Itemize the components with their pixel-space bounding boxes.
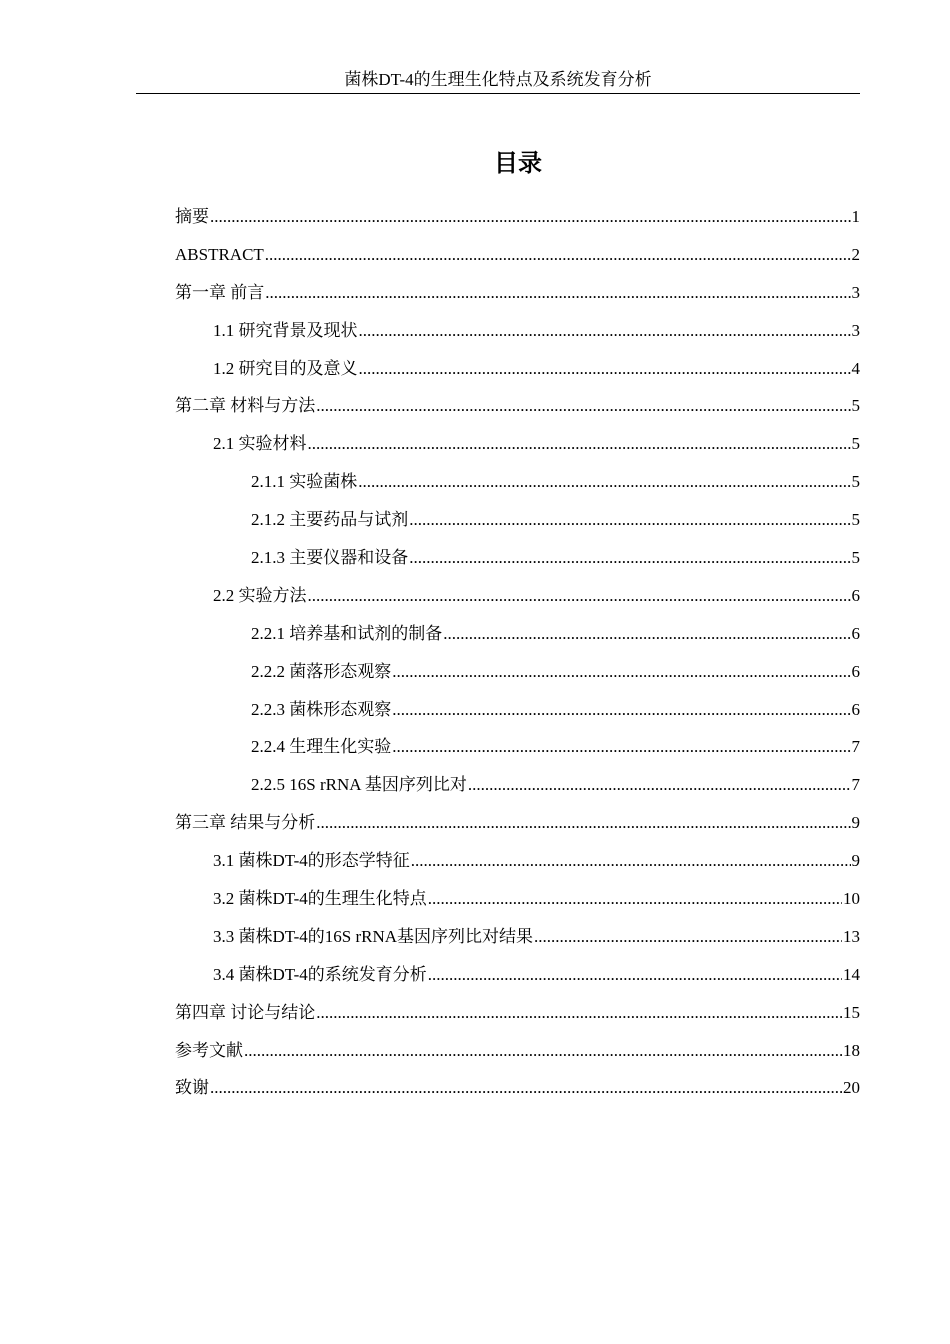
toc-entry[interactable]: [175, 387, 860, 425]
dot-leader: [265, 236, 851, 274]
toc-entry[interactable]: [175, 312, 860, 350]
toc-entry-title: 第二章 材料与方法: [175, 396, 316, 416]
dot-leader: [308, 577, 851, 615]
toc-entry-title: 2.2.2 菌落形态观察: [251, 661, 392, 681]
toc-entry-title: 2.1.3 主要仪器和设备: [251, 548, 409, 568]
toc-page-number: 5: [851, 434, 860, 454]
toc-entry[interactable]: [175, 728, 860, 766]
toc-entry-title: 3.2 菌株DT-4的生理生化特点: [213, 889, 427, 909]
toc-page-number: 5: [851, 510, 860, 530]
toc-entry-title: 2.1 实验材料: [213, 434, 307, 454]
toc-entry[interactable]: [175, 880, 860, 918]
toc-entry-title: 2.2.4 生理生化实验: [251, 737, 392, 757]
toc-entry-title: 3.4 菌株DT-4的系统发育分析: [213, 964, 427, 984]
dot-leader: [244, 1032, 842, 1070]
toc-entry-title: 2.2.1 培养基和试剂的制备: [251, 623, 443, 643]
toc-entry[interactable]: [175, 804, 860, 842]
dot-leader: [443, 615, 850, 653]
toc-entry[interactable]: [175, 425, 860, 463]
toc-entry-title: 2.2.3 菌株形态观察: [251, 699, 392, 719]
running-header: 菌株DT-4的生理生化特点及系统发育分析: [344, 70, 652, 89]
toc-entry[interactable]: [175, 501, 860, 539]
toc-entry[interactable]: [175, 956, 860, 994]
toc-page-number: 14: [843, 964, 860, 984]
toc-entry-title: 参考文献: [175, 1040, 243, 1060]
toc-page-number: 9: [851, 813, 860, 833]
toc-page-number: 4: [851, 358, 860, 378]
toc-page-number: 1: [851, 207, 860, 226]
toc-entry-title: 1.2 研究目的及意义: [213, 358, 358, 378]
toc-entry-title: 3.3 菌株DT-4的16S rRNA基因序列比对结果: [213, 926, 534, 946]
dot-leader: [210, 1069, 842, 1107]
toc-page-number: 6: [851, 585, 860, 605]
toc-entry-title: 2.1.1 实验菌株: [251, 472, 358, 492]
toc-entry-title: 摘要: [175, 207, 209, 226]
toc-entry-title: 1.1 研究背景及现状: [213, 320, 358, 340]
toc-entry[interactable]: [175, 766, 860, 804]
dot-leader: [316, 804, 850, 842]
dot-leader: [392, 653, 850, 691]
toc-page-number: 5: [851, 396, 860, 416]
toc-entry-title: 2.2 实验方法: [213, 585, 307, 605]
table-of-contents: [175, 198, 860, 1107]
dot-leader: [316, 387, 850, 425]
toc-entry-title: 3.1 菌株DT-4的形态学特征: [213, 851, 410, 871]
toc-page-number: 3: [851, 320, 860, 340]
toc-entry[interactable]: [175, 463, 860, 501]
toc-title: 目录: [494, 149, 542, 177]
toc-page-number: 5: [851, 548, 860, 568]
dot-leader: [265, 274, 850, 312]
toc-page-number: 18: [843, 1040, 860, 1060]
dot-leader: [308, 425, 851, 463]
toc-entry[interactable]: [175, 918, 860, 956]
toc-entry[interactable]: [175, 350, 860, 388]
dot-leader: [210, 198, 851, 236]
toc-page-number: 10: [843, 889, 860, 909]
dot-leader: [409, 539, 850, 577]
toc-entry[interactable]: [175, 1069, 860, 1107]
toc-page-number: 13: [843, 926, 860, 946]
dot-leader: [428, 956, 842, 994]
toc-entry-title: 第四章 讨论与结论: [175, 1002, 316, 1022]
header-rule: [136, 93, 860, 94]
toc-page-number: 5: [851, 472, 860, 492]
toc-entry[interactable]: [175, 615, 860, 653]
toc-page-number: 6: [851, 623, 860, 643]
dot-leader: [428, 880, 842, 918]
toc-page-number: 20: [843, 1078, 860, 1098]
dot-leader: [534, 918, 842, 956]
toc-entry-title: 第一章 前言: [175, 282, 265, 302]
toc-entry[interactable]: [175, 577, 860, 615]
toc-entry[interactable]: [175, 539, 860, 577]
dot-leader: [411, 842, 851, 880]
toc-entry-title: 致谢: [175, 1078, 209, 1098]
dot-leader: [359, 350, 851, 388]
toc-entry-title: ABSTRACT: [175, 244, 264, 264]
toc-entry[interactable]: [175, 1032, 860, 1070]
toc-page-number: 15: [843, 1002, 860, 1022]
toc-entry[interactable]: [175, 653, 860, 691]
toc-page-number: 7: [851, 775, 860, 795]
toc-page-number: 6: [851, 661, 860, 681]
toc-page-number: 2: [851, 244, 860, 264]
toc-entry[interactable]: [175, 994, 860, 1032]
toc-page-number: 3: [851, 282, 860, 302]
toc-page-number: 7: [851, 737, 860, 757]
toc-entry[interactable]: [175, 691, 860, 729]
toc-entry-title: 2.2.5 16S rRNA 基因序列比对: [251, 775, 467, 795]
dot-leader: [392, 691, 850, 729]
toc-page-number: 9: [851, 851, 860, 871]
dot-leader: [358, 463, 850, 501]
toc-entry[interactable]: [175, 274, 860, 312]
toc-entry-title: 第三章 结果与分析: [175, 813, 316, 833]
dot-leader: [316, 994, 842, 1032]
dot-leader: [409, 501, 850, 539]
toc-entry[interactable]: [175, 198, 860, 236]
dot-leader: [392, 728, 850, 766]
toc-page-number: 6: [851, 699, 860, 719]
dot-leader: [359, 312, 851, 350]
toc-entry[interactable]: [175, 236, 860, 274]
toc-entry-title: 2.1.2 主要药品与试剂: [251, 510, 409, 530]
toc-entry[interactable]: [175, 842, 860, 880]
dot-leader: [468, 766, 851, 804]
